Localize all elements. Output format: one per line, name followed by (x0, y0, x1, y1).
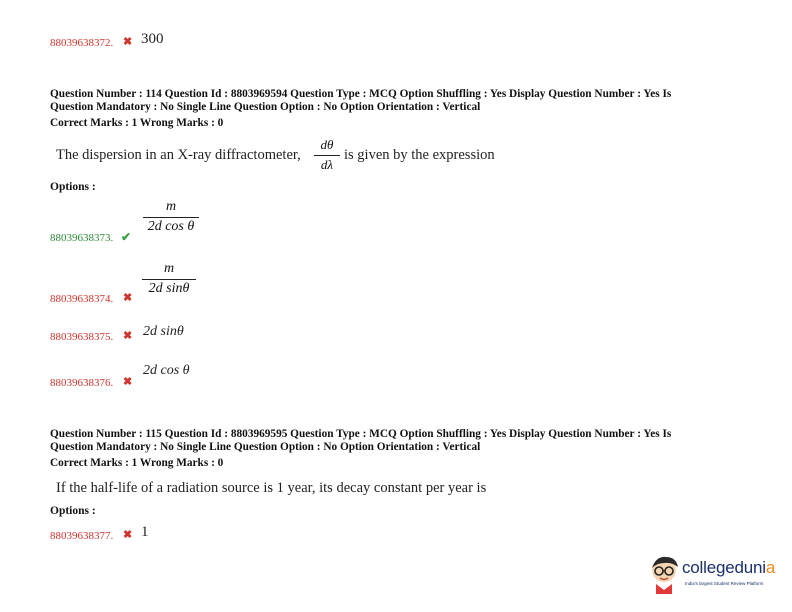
question-text: If the half-life of a radiation source is 1 year, its decay constant per year is (56, 480, 487, 496)
fraction-denominator: 2d sinθ (148, 281, 190, 296)
question-text-after: is given by the expression (344, 147, 495, 163)
fraction-denominator: 2d cos θ (147, 219, 195, 234)
wrong-mark-icon: ✖ (123, 292, 133, 304)
option-id: 88039638373. (50, 232, 114, 244)
check-mark-icon: ✔ (121, 230, 132, 244)
option-id: 88039638372. (50, 37, 114, 49)
question-text-before: The dispersion in an X-ray diffractometer, (56, 147, 301, 163)
question-meta-line2: Question Mandatory : No Single Line Question Option : No Option Orientation : Vertical (50, 101, 481, 113)
question-marks: Correct Marks : 1 Wrong Marks : 0 (50, 457, 224, 469)
question-meta-line2: Question Mandatory : No Single Line Question Option : No Option Orientation : Vertical (50, 441, 481, 453)
mascot-icon (648, 554, 682, 594)
logo-wordmark (682, 558, 775, 578)
wrong-mark-icon: ✖ (123, 330, 133, 342)
fraction-bar (142, 279, 196, 280)
fraction-denominator: dλ (320, 157, 334, 172)
option-id: 88039638377. (50, 530, 114, 542)
question-meta-line1: Question Number : 114 Question Id : 8803969594 Question Type : MCQ Option Shuffling : Yes Display Question Number : Yes Is (50, 88, 672, 100)
option-id: 88039638375. (50, 331, 114, 343)
question-marks: Correct Marks : 1 Wrong Marks : 0 (50, 117, 224, 129)
option-value: 1 (141, 524, 149, 540)
option-value: 2d sinθ (143, 324, 184, 339)
wrong-mark-icon: ✖ (123, 36, 133, 48)
fraction-numerator: dθ (320, 137, 334, 152)
option-id: 88039638374. (50, 293, 114, 305)
options-label: Options : (50, 505, 96, 517)
question-fraction (314, 137, 340, 173)
wrong-mark-icon: ✖ (123, 376, 133, 388)
fraction-numerator: m (165, 199, 177, 214)
options-label: Options : (50, 181, 96, 193)
wrong-mark-icon: ✖ (123, 529, 133, 541)
question-meta-line1: Question Number : 115 Question Id : 8803969595 Question Type : MCQ Option Shuffling : Yes Display Question Number : Yes Is (50, 428, 672, 440)
collegedunia-logo (648, 554, 788, 598)
logo-tagline: India's largest Student Review Platform (685, 581, 764, 586)
fraction-bar (143, 217, 199, 218)
logo-wordmark-accent: a (765, 558, 776, 577)
fraction-numerator: m (163, 261, 175, 276)
option-value: 2d cos θ (143, 363, 190, 378)
question-meta (50, 428, 730, 454)
option-fraction (142, 261, 196, 297)
option-value: 300 (141, 31, 164, 47)
question-meta (50, 88, 730, 114)
option-id: 88039638376. (50, 377, 114, 389)
option-fraction (143, 199, 199, 235)
fraction-bar (314, 155, 340, 156)
logo-wordmark-main: collegeduni (682, 558, 766, 577)
